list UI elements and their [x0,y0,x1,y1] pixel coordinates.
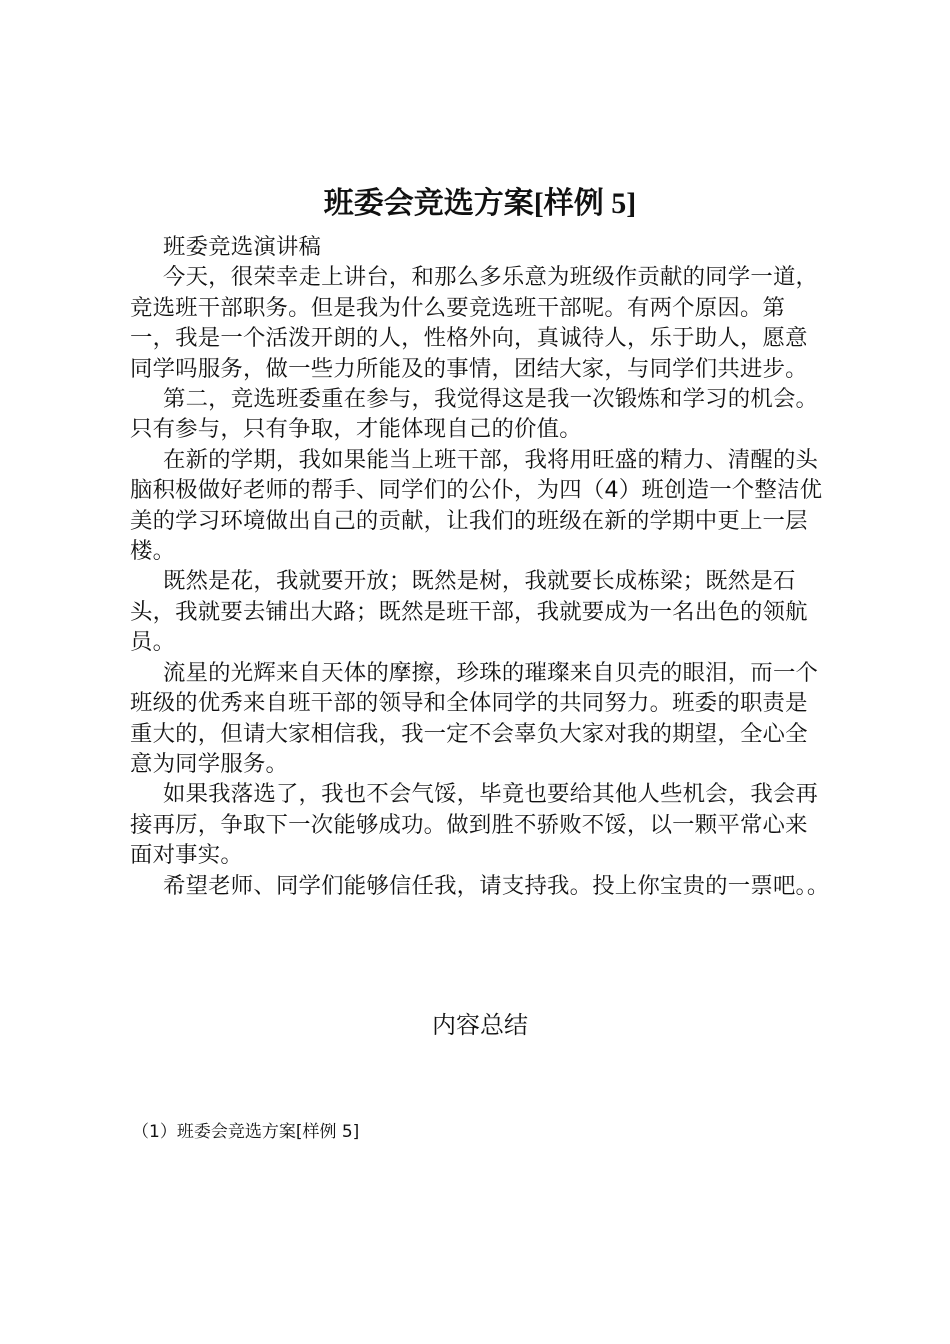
document-title [0,184,950,224]
summary-heading: 内容总结 [432,1011,528,1039]
paragraph: 流星的光辉来自天体的摩擦，珍珠的璀璨来自贝壳的眼泪，而一个班级的优秀来自班干部的领导和全体同学的共同努力。班委的职责是重大的，但请大家相信我，我一定不会辜负大家对我的期望，全心全意为同学服务。 [130,659,819,777]
paragraph: 既然是花，我就要开放；既然是树，我就要长成栋梁；既然是石头，我就要去铺出大路；既然是班干部，我就要成为一名出色的领航员。 [130,568,808,656]
paragraph: 如果我落选了，我也不会气馁，毕竟也要给其他人些机会，我会再接再厉，争取下一次能够成功。做到胜不骄败不馁，以一颗平常心来面对事实。 [130,781,819,869]
document-title-bracket: [样例 5] [533,187,637,220]
document-title-main: 班委会竞选方案 [323,186,534,221]
paragraph: 希望老师、同学们能够信任我，请支持我。投上你宝贵的一票吧。。 [163,872,830,899]
document-body [130,232,830,901]
paragraph: 第二，竞选班委重在参与，我觉得这是我一次锻炼和学习的机会。只有参与，只有争取，才能体现自己的价值。 [130,386,819,443]
subtitle: 班委竞选演讲稿 [163,234,322,260]
paragraph: 在新的学期，我如果能当上班干部，我将用旺盛的精力、清醒的头脑积极做好老师的帮手、同学们的公仆，为四（4）班创造一个整洁优美的学习环境做出自己的贡献，让我们的班级在新的学期中更上一层楼。 [130,446,823,565]
summary-item: （1）班委会竞选方案[样例 5] [132,1122,360,1142]
paragraph: 今天，很荣幸走上讲台，和那么多乐意为班级作贡献的同学一道，竞选班干部职务。但是我为什么要竞选班干部呢。有两个原因。第一，我是一个活泼开朗的人，性格外向，真诚待人，乐于助人，愿意同学吗服务，做一些力所能及的事情，团结大家，与同学们共进步。 [130,264,819,382]
